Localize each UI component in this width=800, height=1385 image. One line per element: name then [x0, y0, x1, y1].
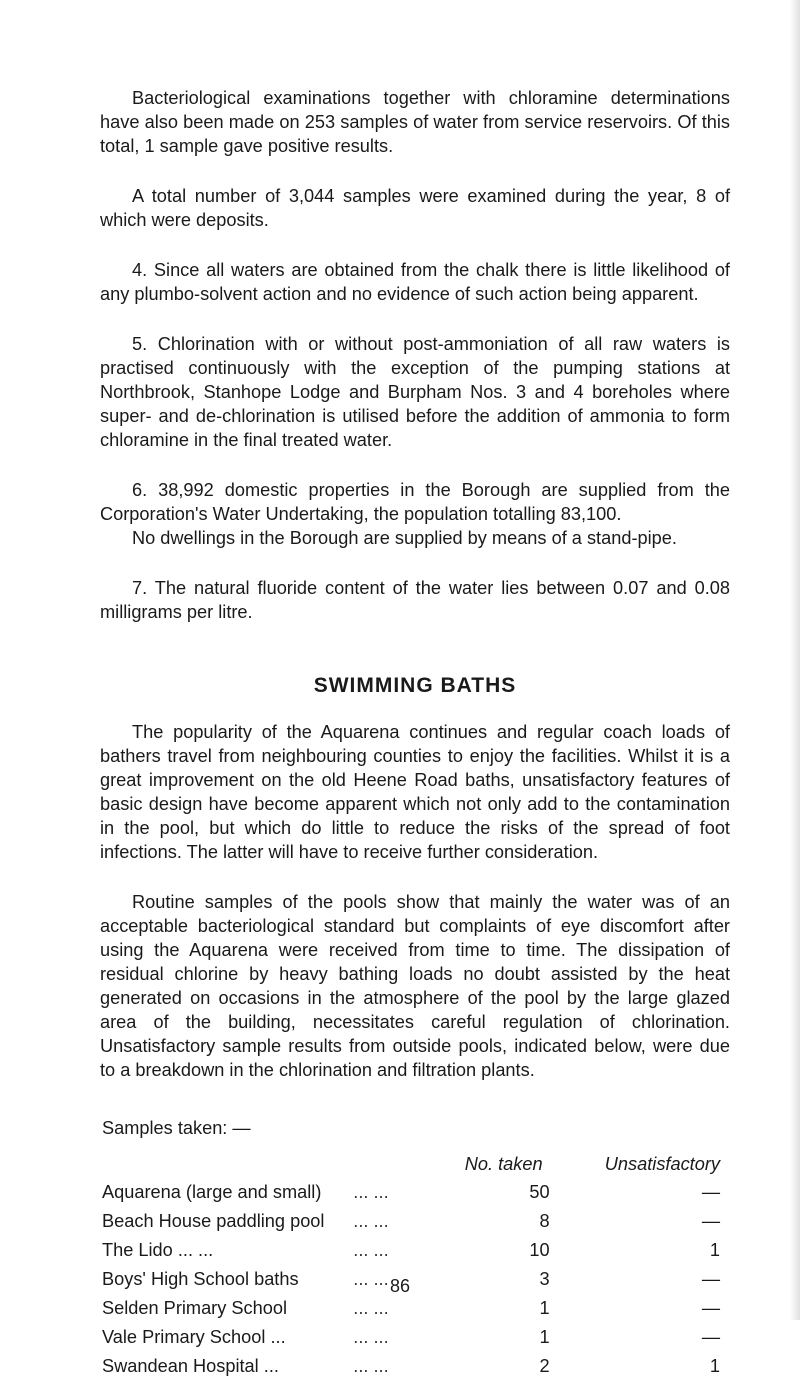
row-leader-dots: ... ... — [353, 1356, 389, 1376]
paragraph-total-samples: A total number of 3,044 samples were examined during the year, 8 of which were deposits. — [100, 186, 730, 230]
row-name: Selden Primary School — [102, 1298, 287, 1318]
table-row — [100, 1298, 730, 1327]
row-unsatisfactory: 1 — [709, 1356, 720, 1376]
row-taken: 50 — [529, 1182, 550, 1202]
table-row — [100, 1327, 730, 1356]
page-number: 86 — [389, 1276, 411, 1296]
table-row — [100, 1182, 730, 1211]
document-page — [100, 86, 730, 1385]
row-unsatisfactory: — — [701, 1327, 720, 1347]
row-leader-dots: ... ... — [353, 1182, 389, 1202]
paragraph-fluoride: 7. The natural fluoride content of the water lies between 0.07 and 0.08 milligrams per litre. — [100, 578, 730, 622]
row-taken: 2 — [539, 1356, 550, 1376]
row-unsatisfactory: — — [701, 1182, 720, 1202]
paragraph-routine-samples: Routine samples of the pools show that mainly the water was of an acceptable bacteriological standard but complaints of eye discomfort after using the Aquarena were received from time to time. The dissipation of residual chlorine by heavy bathing loads no doubt assisted by the heat generated on occasions in the atmosphere of the pool by the large glazed area of the building, necessitates careful regulation of chlorination. Unsatisfactory sample results from outside pools, indicated below, were due to a breakdown in the chlorination and filtration plants. — [100, 892, 730, 1080]
row-name: Beach House paddling pool — [102, 1211, 325, 1231]
table-row — [100, 1240, 730, 1269]
row-unsatisfactory: — — [701, 1211, 720, 1231]
header-no-taken: No. taken — [464, 1153, 543, 1174]
row-leader-dots: ... ... — [353, 1211, 389, 1231]
paragraph-plumbo-solvent: 4. Since all waters are obtained from the chalk there is little likelihood of any plumbo-solvent action and no evidence of such action being apparent. — [100, 260, 730, 304]
page-edge-shadow — [790, 0, 800, 1320]
samples-taken-label: Samples taken: — — [102, 1118, 251, 1138]
paragraph-stand-pipe: No dwellings in the Borough are supplied by means of a stand-pipe. — [132, 528, 677, 548]
row-leader-dots: ... ... — [353, 1298, 389, 1318]
row-leader-dots: ... ... — [353, 1327, 389, 1347]
row-name: Boys' High School baths — [102, 1269, 299, 1289]
row-taken: 8 — [539, 1211, 550, 1231]
table-row — [100, 1356, 730, 1385]
row-unsatisfactory: 1 — [709, 1240, 720, 1260]
paragraph-service-reservoirs: Bacteriological examinations together with chloramine determinations have also been made on 253 samples of water from service reservoirs. Of this total, 1 sample gave positive results. — [100, 88, 730, 156]
table-row — [100, 1211, 730, 1240]
row-leader-dots: ... ... — [353, 1269, 389, 1289]
paragraph-aquarena-popularity: The popularity of the Aquarena continues and regular coach loads of bathers travel from neighbouring counties to enjoy the facilities. Whilst it is a great improvement on the old Heene Road baths, unsatisfactory features of basic design have become apparent which not only add to the contamination in the pool, but which do little to reduce the risks of the spread of foot infections. The latter will have to receive further consideration. — [100, 722, 730, 862]
row-name: Vale Primary School ... — [102, 1327, 286, 1347]
header-unsatisfactory: Unsatisfactory — [604, 1153, 720, 1174]
row-taken: 1 — [539, 1327, 550, 1347]
samples-table — [100, 1152, 730, 1385]
row-name: Aquarena (large and small) — [102, 1182, 322, 1202]
row-taken: 10 — [529, 1240, 550, 1260]
row-leader-dots: ... ... — [353, 1240, 389, 1260]
table-header-row — [100, 1152, 730, 1182]
paragraph-domestic-properties: 6. 38,992 domestic properties in the Borough are supplied from the Corporation's Water Undertaking, the population totalling 83,100. — [100, 480, 730, 524]
paragraph-chlorination: 5. Chlorination with or without post-ammoniation of all raw waters is practised continuously with the exception of the pumping stations at Northbrook, Stanhope Lodge and Burpham Nos. 3 and 4 boreholes where super- and de-chlorination is utilised before the addition of ammonia to form chloramine in the final treated water. — [100, 334, 730, 450]
row-name: Swandean Hospital ... — [102, 1356, 279, 1376]
row-unsatisfactory: — — [701, 1269, 720, 1289]
row-taken: 3 — [539, 1269, 550, 1289]
row-unsatisfactory: — — [701, 1298, 720, 1318]
row-taken: 1 — [539, 1298, 550, 1318]
row-name: The Lido ... ... — [102, 1240, 214, 1260]
section-heading-swimming-baths: SWIMMING BATHS — [313, 674, 517, 697]
